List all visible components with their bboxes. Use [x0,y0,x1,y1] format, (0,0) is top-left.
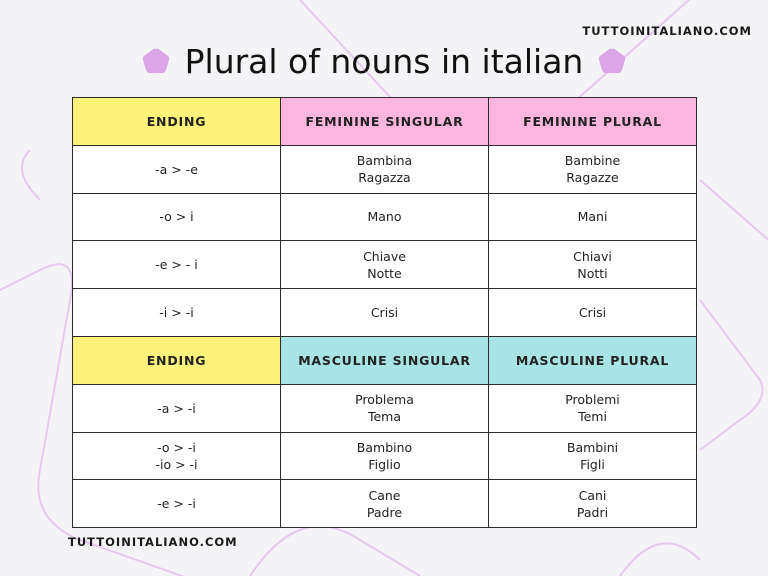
singular-cell [281,145,489,193]
ending-cell [73,193,281,241]
cell-text: Temi [578,409,607,425]
decor-line [250,526,420,576]
title-row [0,36,768,86]
table-row [73,289,697,337]
pentagon-icon [141,46,171,76]
cell-text: Ragazza [358,170,411,186]
singular-cell [281,432,489,480]
table-row [73,241,697,289]
header-feminine-plural: FEMININE PLURAL [489,98,697,146]
cell-text: -o > -i [157,439,196,455]
ending-cell [73,432,281,480]
cell-text: Crisi [370,305,399,321]
cell-text: Bambini [566,439,619,455]
plural-cell [489,145,697,193]
header-masculine-singular: MASCULINE SINGULAR [281,336,489,384]
cell-text: Figli [580,456,605,472]
header-ending: ENDING [73,336,281,384]
header-feminine-singular: FEMININE SINGULAR [281,98,489,146]
header-ending: ENDING [73,98,281,146]
decor-line [700,300,763,450]
cell-text: Mano [367,209,402,225]
cell-text: Mani [577,209,608,225]
feminine-header-row [73,98,697,146]
decor-line [700,180,768,250]
singular-cell [281,384,489,432]
singular-cell [281,480,489,528]
cell-text: -a > -e [155,161,198,177]
cell-text: Notti [577,265,608,281]
cell-text: Cane [368,487,401,503]
table-row [73,480,697,528]
ending-cell [73,145,281,193]
plural-cell [489,289,697,337]
plural-cell [489,432,697,480]
plural-table [72,97,697,528]
brand-top: TUTTOINITALIANO.COM [582,24,752,38]
cell-text: -o > i [159,209,194,225]
table-row [73,384,697,432]
plural-cell [489,480,697,528]
cell-text: -e > - i [155,257,198,273]
singular-cell [281,289,489,337]
cell-text: Crisi [578,305,607,321]
cell-text: -io > -i [155,456,198,472]
masculine-header-row [73,336,697,384]
brand-bottom: TUTTOINITALIANO.COM [68,535,238,549]
plural-cell [489,241,697,289]
decor-line [620,543,700,576]
cell-text: -a > -i [157,400,196,416]
cell-text: Problemi [565,392,620,408]
cell-text: Padri [576,504,609,520]
ending-cell [73,241,281,289]
page-title: Plural of nouns in italian [184,41,584,81]
cell-text: Padre [366,504,403,520]
plural-cell [489,193,697,241]
cell-text: Figlio [368,456,401,472]
cell-text: Ragazze [566,170,619,186]
cell-text: Notte [367,265,402,281]
decor-line [22,150,40,200]
cell-text: -i > -i [159,305,194,321]
ending-cell [73,384,281,432]
header-masculine-plural: MASCULINE PLURAL [489,336,697,384]
cell-text: Tema [367,409,402,425]
singular-cell [281,241,489,289]
cell-text: Chiavi [573,248,612,264]
cell-text: Bambina [356,153,413,169]
ending-cell [73,289,281,337]
cell-text: -e > -i [157,496,196,512]
cell-text: Bambine [564,153,621,169]
ending-cell [73,480,281,528]
cell-text: Chiave [363,248,406,264]
cell-text: Problema [355,392,414,408]
cell-text: Bambino [356,439,413,455]
cell-text: Cani [578,487,607,503]
plural-cell [489,384,697,432]
singular-cell [281,193,489,241]
table-row [73,432,697,480]
pentagon-icon [597,46,627,76]
table-row [73,145,697,193]
table-row [73,193,697,241]
